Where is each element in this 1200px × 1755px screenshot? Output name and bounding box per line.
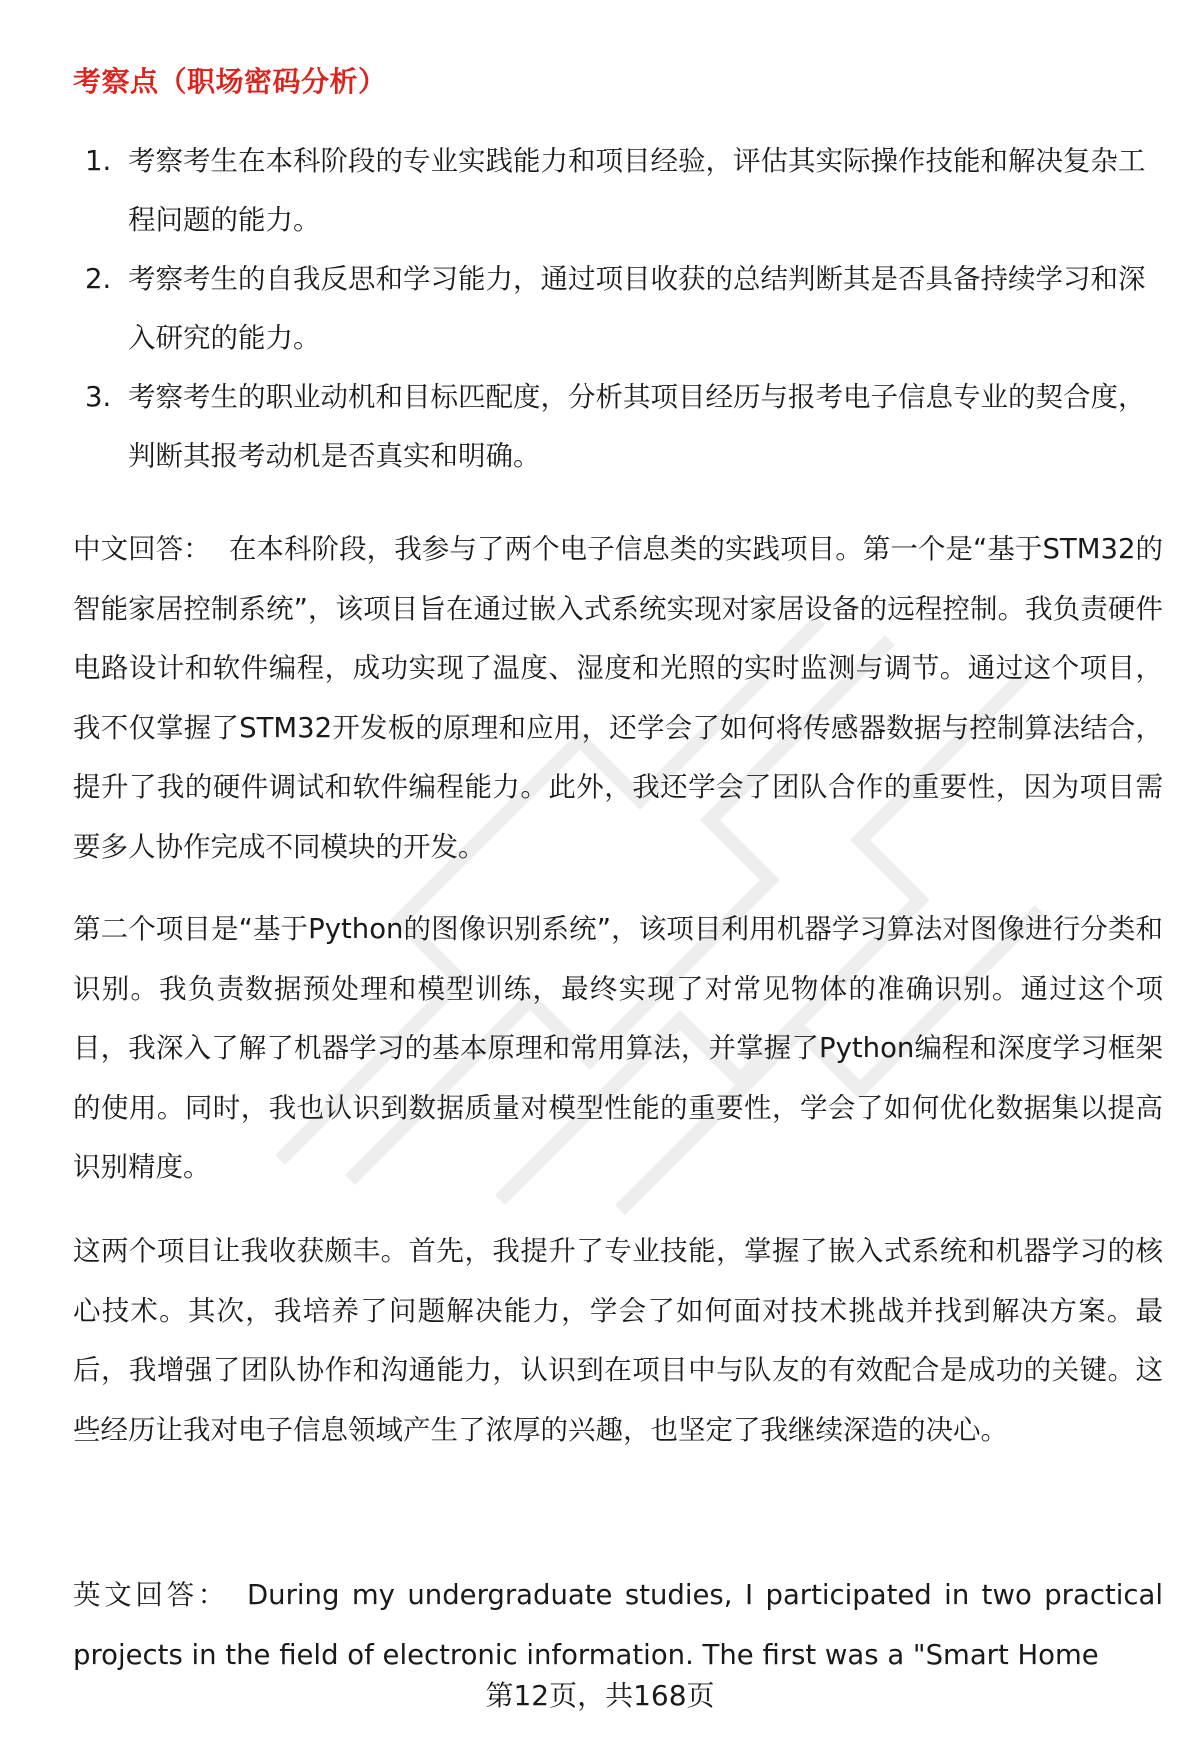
- assessment-points-list: [73, 132, 1153, 486]
- list-item: [73, 250, 1153, 368]
- list-item-text: 考察考生的职业动机和目标匹配度，分析其项目经历与报考电子信息专业的契合度，判断其报考动机是否真实和明确。: [128, 381, 1146, 472]
- section-title: 考察点（职场密码分析）: [73, 65, 387, 98]
- list-item-number: 3.: [85, 381, 112, 413]
- english-answer-label: 英文回答：: [73, 1579, 229, 1611]
- list-item-text: 考察考生的自我反思和学习能力，通过项目收获的总结判断其是否具备持续学习和深入研究的能力。: [128, 263, 1146, 354]
- list-item: [73, 368, 1153, 486]
- chinese-answer-paragraph-3: [73, 1222, 1163, 1460]
- english-answer-paragraph: [73, 1566, 1163, 1685]
- chinese-answer-paragraph-1: [73, 520, 1163, 877]
- page-number-footer: 第12页，共168页: [485, 1679, 715, 1712]
- paragraph-text: During my undergraduate studies, I participated in two practical projects in the field of electronic information. The first was a "Smart Home: [73, 1579, 1163, 1671]
- chinese-answer-label: 中文回答：: [73, 533, 211, 565]
- list-item-number: 2.: [85, 263, 112, 295]
- paragraph-text: 第二个项目是“基于Python的图像识别系统”，该项目利用机器学习算法对图像进行分类和识别。我负责数据预处理和模型训练，最终实现了对常见物体的准确识别。通过这个项目，我深入了解了机器学习的基本原理和常用算法，并掌握了Python编程和深度学习框架的使用。同时，我也认识到数据质量对模型性能的重要性，学会了如何优化数据集以提高识别精度。: [73, 913, 1163, 1183]
- paragraph-text: 这两个项目让我收获颇丰。首先，我提升了专业技能，掌握了嵌入式系统和机器学习的核心技术。其次，我培养了问题解决能力，学会了如何面对技术挑战并找到解决方案。最后，我增强了团队协作和沟通能力，认识到在项目中与队友的有效配合是成功的关键。这些经历让我对电子信息领域产生了浓厚的兴趣，也坚定了我继续深造的决心。: [73, 1235, 1163, 1446]
- list-item-text: 考察考生在本科阶段的专业实践能力和项目经验，评估其实际操作技能和解决复杂工程问题的能力。: [128, 145, 1146, 236]
- chinese-answer-paragraph-2: [73, 900, 1163, 1198]
- list-item: [73, 132, 1153, 250]
- list-item-number: 1.: [85, 145, 112, 177]
- paragraph-text: 在本科阶段，我参与了两个电子信息类的实践项目。第一个是“基于STM32的智能家居控制系统”，该项目旨在通过嵌入式系统实现对家居设备的远程控制。我负责硬件电路设计和软件编程，成功实现了温度、湿度和光照的实时监测与调节。通过这个项目，我不仅掌握了STM32开发板的原理和应用，还学会了如何将传感器数据与控制算法结合，提升了我的硬件调试和软件编程能力。此外，我还学会了团队合作的重要性，因为项目需要多人协作完成不同模块的开发。: [73, 533, 1164, 863]
